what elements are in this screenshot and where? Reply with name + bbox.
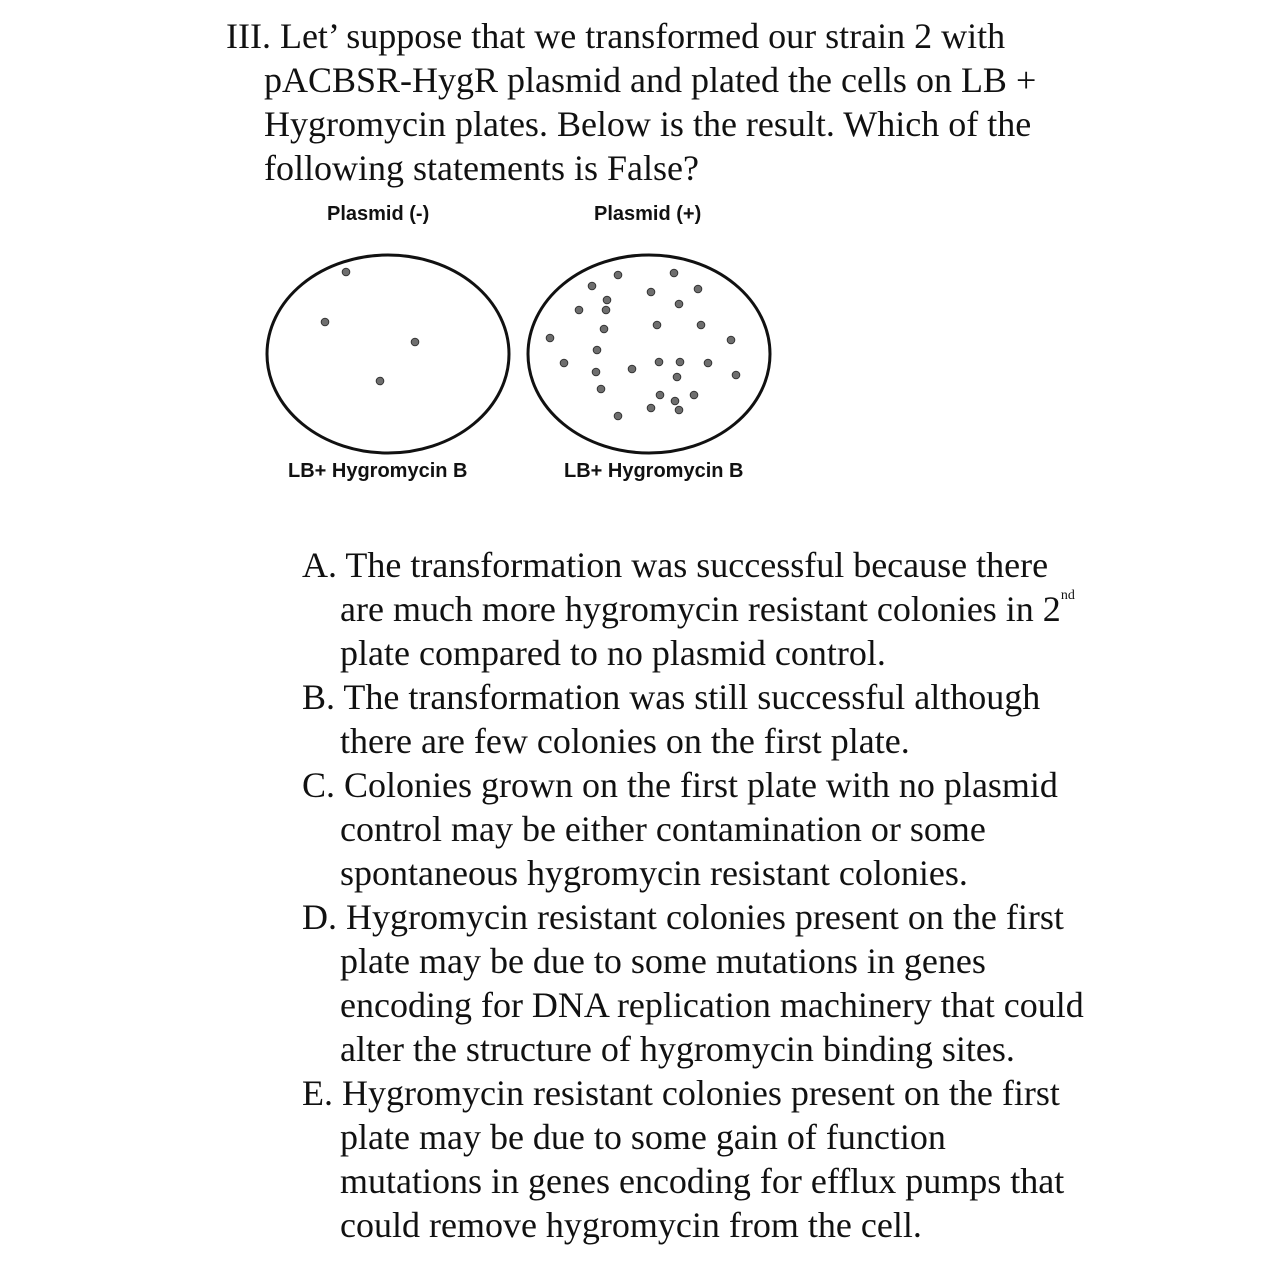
choice-line [302, 587, 1142, 631]
colony-dot [704, 359, 712, 367]
colony-dot [697, 321, 705, 329]
ordinal-suffix: nd [1060, 588, 1075, 603]
choice-c[interactable] [302, 763, 1142, 895]
choice-e[interactable] [302, 1071, 1142, 1247]
colony-dot [671, 397, 679, 405]
colony-dot [675, 300, 683, 308]
colony-dot [670, 269, 678, 277]
choice-line: encoding for DNA replication machinery that could [340, 985, 1084, 1025]
choice-line: could remove hygromycin from the cell. [340, 1205, 922, 1245]
colony-dot [376, 377, 384, 385]
colony-dot [656, 391, 664, 399]
question-line: pACBSR-HygR plasmid and plated the cells on LB + [264, 60, 1037, 100]
colony-dot [546, 334, 554, 342]
choice-line: B. The transformation was still successful although [302, 677, 1041, 717]
colony-dot [647, 288, 655, 296]
question-line: following statements is False? [264, 148, 699, 188]
colony-dot [575, 306, 583, 314]
choice-line: there are few colonies on the first plate. [340, 721, 910, 761]
plate-medium-plasmid-plus: LB+ Hygromycin B [564, 460, 744, 482]
colony-dot [603, 296, 611, 304]
choice-line: control may be either contamination or some [340, 809, 986, 849]
colony-dot [673, 373, 681, 381]
choice-text: are much more hygromycin resistant colonies in 2 [340, 589, 1061, 629]
colony-dot [600, 325, 608, 333]
plate-title-plasmid-plus: Plasmid (+) [594, 203, 702, 225]
colony-dot [690, 391, 698, 399]
colony-dot [602, 306, 610, 314]
colony-dot [597, 385, 605, 393]
petri-dish-plasmid-minus [267, 255, 509, 453]
choice-d[interactable] [302, 895, 1142, 1071]
colony-dot [560, 359, 568, 367]
colony-dot [411, 338, 419, 346]
choice-line: mutations in genes encoding for efflux pumps that [340, 1161, 1065, 1201]
colony-dot [727, 336, 735, 344]
colony-dot [614, 271, 622, 279]
question-line: Hygromycin plates. Below is the result. Which of the [264, 104, 1032, 144]
colony-dot [321, 318, 329, 326]
choice-line: E. Hygromycin resistant colonies present on the first [302, 1073, 1060, 1113]
colony-dot [628, 365, 636, 373]
choice-b[interactable] [302, 675, 1142, 763]
question-line: III. Let’ suppose that we transformed our strain 2 with [226, 16, 1006, 56]
colony-dot [732, 371, 740, 379]
choice-line: spontaneous hygromycin resistant colonies. [340, 853, 968, 893]
choice-line: A. The transformation was successful because there [302, 545, 1049, 585]
colony-dot [342, 268, 350, 276]
colony-dot [694, 285, 702, 293]
choice-line: plate may be due to some mutations in genes [340, 941, 986, 981]
plate-title-plasmid-minus: Plasmid (-) [327, 203, 430, 225]
petri-dish-plasmid-plus [528, 255, 770, 453]
colony-dot [676, 358, 684, 366]
question-text [226, 14, 1106, 190]
plate-medium-plasmid-minus: LB+ Hygromycin B [288, 460, 468, 482]
colony-dot [588, 282, 596, 290]
colony-dot [647, 404, 655, 412]
plates-figure [255, 195, 785, 495]
choice-line: plate compared to no plasmid control. [340, 633, 886, 673]
choice-line: C. Colonies grown on the first plate with no plasmid [302, 765, 1058, 805]
colony-dot [614, 412, 622, 420]
plates-drawing [255, 195, 785, 465]
colony-dot [675, 406, 683, 414]
choice-line: D. Hygromycin resistant colonies present on the first [302, 897, 1064, 937]
colony-dot [593, 346, 601, 354]
colony-dot [653, 321, 661, 329]
colony-dot [592, 368, 600, 376]
choice-line: alter the structure of hygromycin binding sites. [340, 1029, 1015, 1069]
choice-a[interactable] [302, 543, 1142, 675]
choice-line: plate may be due to some gain of function [340, 1117, 946, 1157]
colony-dot [655, 358, 663, 366]
answer-choices [302, 543, 1142, 1247]
